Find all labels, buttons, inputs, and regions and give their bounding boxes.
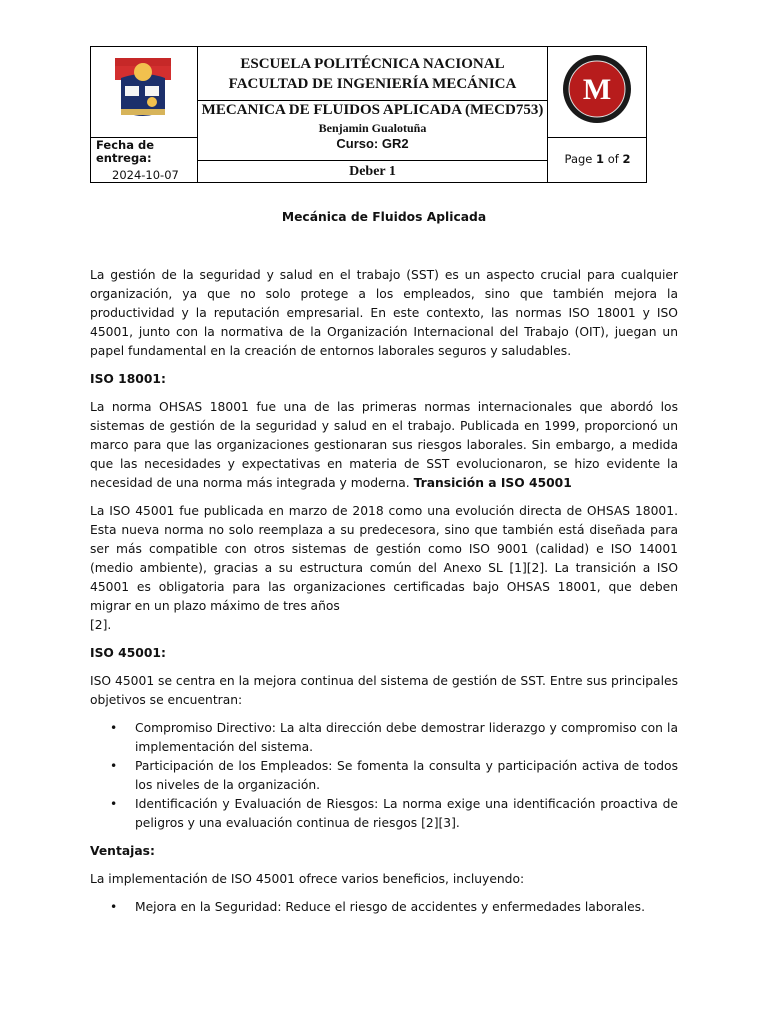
fecha-block	[90, 139, 196, 182]
heading-transicion: Transición a ISO 45001	[413, 476, 572, 490]
transicion-paragraph: La ISO 45001 fue publicada en marzo de 2018 como una evolución directa de OHSAS 18001. Esta nueva norma no solo reemplaza a su predecesora, sino que también está diseñada para ser más compatible con otros sistemas de gestión como ISO 9001 (calidad) e ISO 14001 (medio ambiente), gracias a su estructura común del Anexo SL [1][2]. La transición a ISO 45001 es obligatoria para las organizaciones certificadas bajo OHSAS 18001, que deben migrar en un plazo máximo de tres años [2].	[90, 504, 678, 632]
list-item: • Mejora en la Seguridad: Reduce el riesgo de accidentes y enfermedades laborales.	[135, 898, 678, 917]
heading-iso45001: ISO 45001:	[90, 646, 166, 660]
iso45001-paragraph: ISO 45001 se centra en la mejora continua del sistema de gestión de SST. Entre sus principales objetivos se encuentran:	[90, 674, 678, 707]
fecha-label: Fecha de entrega:	[96, 138, 154, 165]
document-body	[90, 266, 678, 926]
fecha-value: 2024-10-07	[112, 168, 179, 182]
institution-block	[198, 54, 547, 94]
transicion-ref: [2].	[90, 618, 112, 632]
page-current: 1	[596, 152, 605, 166]
fim-logo-letter: M	[583, 72, 612, 106]
heading-iso18001: ISO 18001:	[90, 372, 166, 386]
assignment-label: Deber 1	[349, 164, 396, 179]
heading-ventajas: Ventajas:	[90, 844, 155, 858]
course-block	[198, 102, 547, 152]
list-item: • Identificación y Evaluación de Riesgos: La norma exige una identificación proactiva de peligros y una evaluación continua de riesgos [2][3].	[135, 795, 678, 833]
list-item: • Participación de los Empleados: Se fomenta la consulta y participación activa de todos los niveles de la organización.	[135, 757, 678, 795]
student-name: Benjamin Gualotuña	[318, 121, 427, 135]
page-total: 2	[622, 152, 631, 166]
institution-name: ESCUELA POLITÉCNICA NACIONAL	[240, 56, 505, 72]
course-title: MECANICA DE FLUIDOS APLICADA (MECD753)	[201, 102, 544, 118]
objetivos-list	[90, 719, 678, 833]
iso18001-paragraph: La norma OHSAS 18001 fue una de las primeras normas internacionales que abordó los sistemas de gestión de la seguridad y salud en el trabajo. Publicada en 1999, proporcionó un marco para que las organizaciones gestionaran sus riesgos laborales. Sin embargo, a medida que las necesidades y expectativas en materia de SST evolucionaron, se hizo evidente la necesidad de una norma más integrada y moderna. Transición a ISO 45001	[90, 400, 678, 490]
document-title: Mecánica de Fluidos Aplicada	[281, 210, 487, 224]
page-indicator: Page 1 of 2	[564, 152, 631, 166]
ventajas-paragraph: La implementación de ISO 45001 ofrece varios beneficios, incluyendo:	[90, 872, 525, 886]
intro-paragraph: La gestión de la seguridad y salud en el trabajo (SST) es un aspecto crucial para cualquier organización, ya que no solo protege a los empleados, sino que también mejora la productividad y la reputación empresarial. En este contexto, las normas ISO 18001 y ISO 45001, junto con la normativa de la Organización Internacional del Trabajo (OIT), juegan un papel fundamental en la creación de entornos laborales seguros y saludables.	[90, 268, 678, 358]
list-item: • Compromiso Directivo: La alta dirección debe demostrar liderazgo y compromiso con la implementación del sistema.	[135, 719, 678, 757]
faculty-name: FACULTAD DE INGENIERÍA MECÁNICA	[228, 76, 517, 92]
curso-label: Curso: GR2	[336, 136, 409, 151]
ventajas-list	[90, 898, 678, 917]
